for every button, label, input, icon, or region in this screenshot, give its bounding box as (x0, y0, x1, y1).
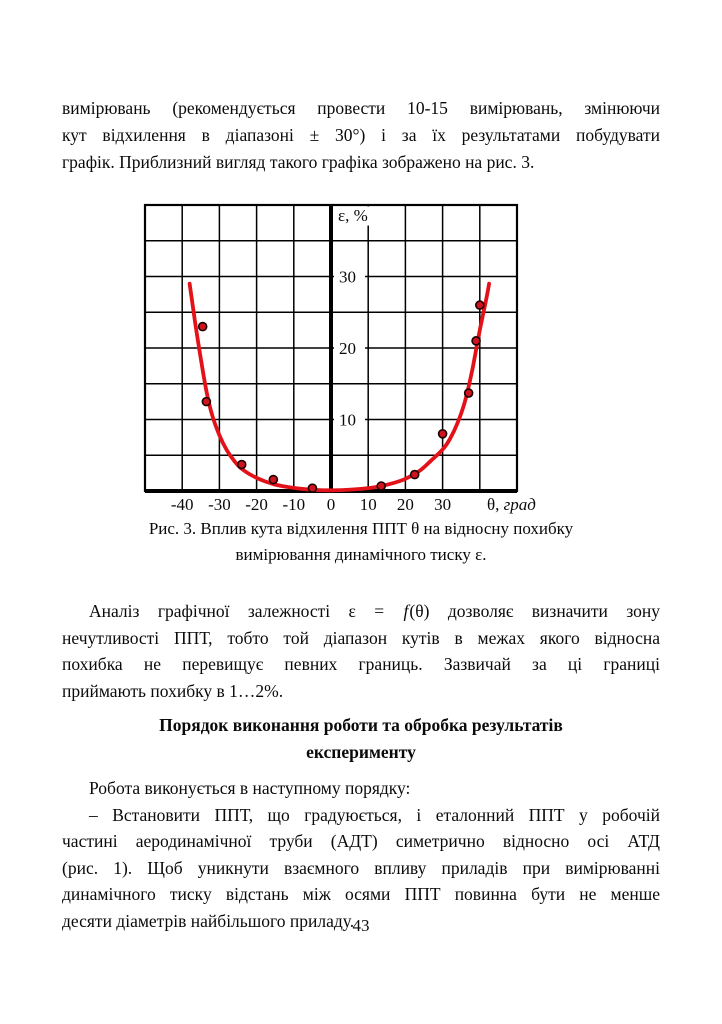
y-tick-label: 10 (339, 410, 356, 430)
data-point (472, 337, 480, 345)
data-point (439, 430, 447, 438)
x-tick-label: -30 (208, 495, 231, 514)
data-point (269, 476, 277, 484)
formula-function: f (403, 601, 409, 621)
x-tick-label: 0 (326, 495, 336, 514)
x-tick-label: -10 (282, 495, 306, 514)
formula-lhs: ε = (348, 601, 403, 621)
data-point (411, 471, 419, 479)
caption-line: вимірювання динамічного тиску ε. (235, 545, 487, 564)
inline-formula (349, 601, 430, 621)
data-point (465, 389, 473, 397)
heading-line: Порядок виконання роботи та обробка результатів (159, 715, 563, 735)
data-point (238, 461, 246, 469)
figure-chart (120, 195, 570, 525)
heading-line: експерименту (306, 742, 416, 762)
text-line: графік. Приблизний вигляд такого графіка зображено на рис. 3. (62, 152, 535, 172)
y-axis-title: ε, % (338, 206, 368, 225)
text-line: вимірювань (рекомендується провести 10-15 вимірювань, змінюючи (62, 98, 660, 118)
x-tick-label: -20 (245, 495, 268, 514)
text-line: Робота виконується в наступному порядку: (89, 778, 411, 798)
y-tick-label: 30 (339, 267, 356, 287)
data-point (377, 482, 385, 490)
text-line: кут відхилення в діапазоні ± 30°) і за їх результатами побудувати (62, 125, 660, 145)
paragraph-analysis (62, 598, 660, 704)
text-span: Аналіз графічної залежності (89, 601, 349, 621)
text-line: приймають похибку в 1…2%. (62, 680, 284, 701)
data-point (202, 398, 210, 406)
caption-line: Рис. 3. Вплив кута відхилення ППТ θ на відносну похибку (148, 519, 574, 538)
data-point (308, 484, 316, 492)
text-line: десяти діаметрів найбільшого приладу. (62, 910, 355, 931)
formula-arg: (θ) (409, 601, 430, 621)
y-tick-label: 20 (339, 339, 356, 358)
data-point (199, 323, 207, 331)
page-number: 43 (352, 916, 370, 935)
text-line: частині аеродинамічної труби (АДТ) симетрично відносно осі АТД (62, 831, 660, 851)
figure-3 (120, 195, 570, 525)
x-tick-label: 20 (396, 495, 414, 514)
paragraph-intro (62, 95, 660, 176)
text-line: нечутливості ППТ, тобто той діапазон кутів в межах якого відносна (62, 627, 660, 648)
data-point (476, 301, 484, 309)
x-tick-label: -40 (170, 495, 194, 514)
figure-caption (0, 516, 722, 568)
section-heading (0, 712, 722, 766)
text-line: похибка не перевищує певних границь. Зазвичай за ці границі (62, 654, 660, 674)
x-tick-label: 10 (359, 495, 377, 514)
text-span: дозволяє визначити зону (429, 601, 660, 621)
paragraph-procedure (62, 775, 660, 934)
x-axis-title: θ, град (487, 495, 536, 514)
text-line (62, 598, 660, 625)
x-tick-label: 30 (434, 495, 452, 514)
error-curve (190, 284, 490, 491)
text-line: динамічного тиску відстань між осями ППТ повинна бути не менше (62, 884, 660, 904)
text-line: (рис. 1). Щоб уникнути взаємного впливу приладів при вимірюванні (62, 857, 660, 878)
text-line: – Встановити ППТ, що градуюється, і еталонний ППТ у робочій (89, 804, 660, 825)
